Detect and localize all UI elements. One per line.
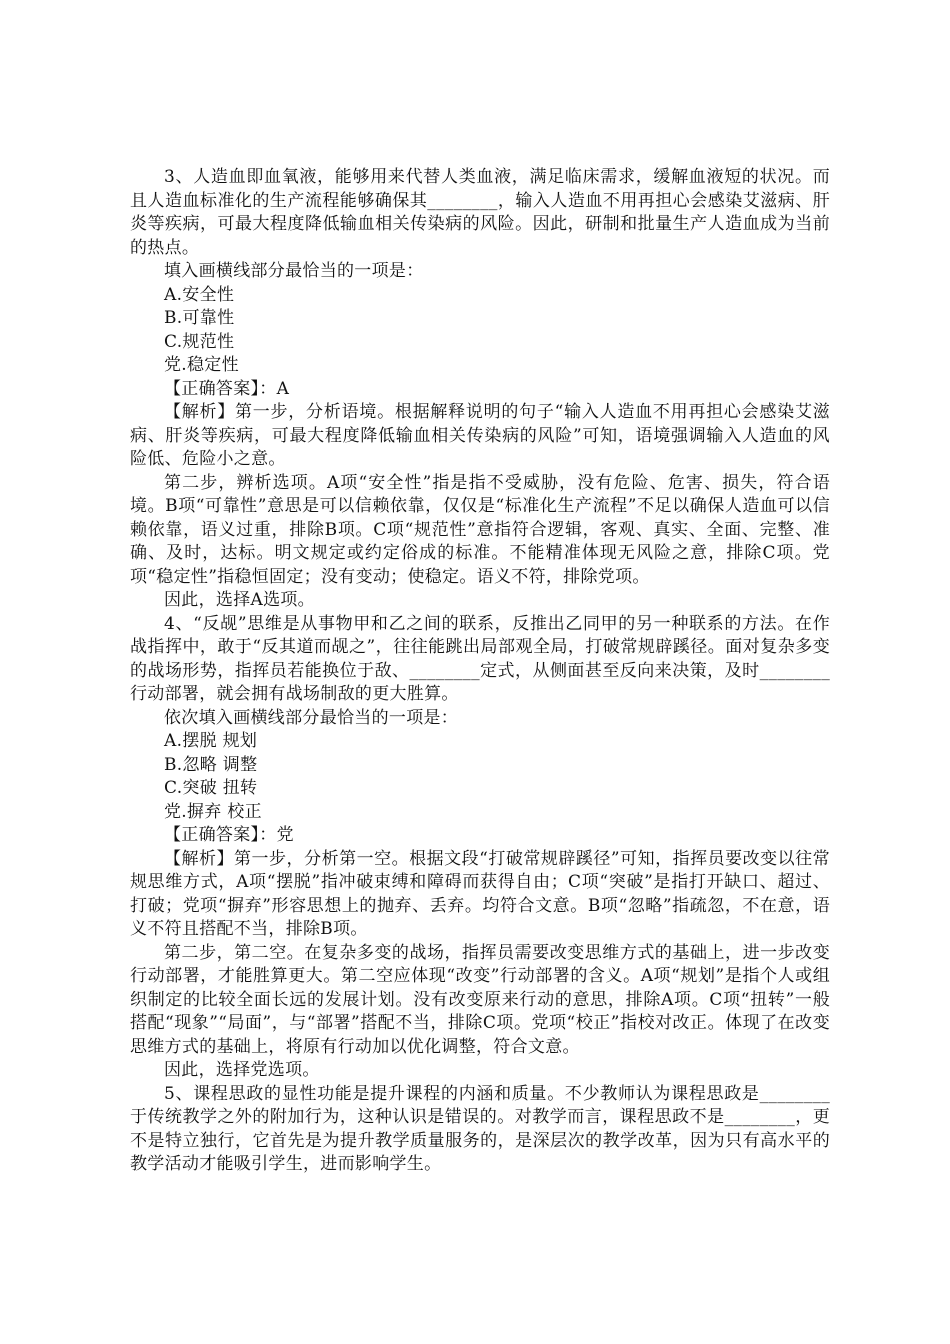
question-3-prompt: 填入画横线部分最恰当的一项是： — [164, 261, 424, 281]
question-3-analysis-3: 因此，选择A选项。 — [164, 590, 315, 610]
question-4-option-d: 党.摒弃 校正 — [164, 801, 262, 822]
question-3-option-b: B.可靠性 — [164, 308, 235, 328]
question-5-stem: 5、课程思政的显性功能是提升课程的内涵和质量。不少教师认为课程思政是________于传统教学之外的附加行为，这种认识是错误的。对教学而言，课程思政不是________，更不是特立独行，它首先是为提升教学质量服务的，是深层次的教学改革，因为只有高水平的教学活动才能吸引学生，进而影响学生。 — [130, 1083, 830, 1174]
question-4-analysis-1: 【解析】第一步，分析第一空。根据文段“打破常规辟蹊径”可知，指挥员要改变以往常规思维方式，A项“摆脱”指冲破束缚和障碍而获得自由；C项“突破”是指打开缺口、超过、打破；党项“摒弃”形容思想上的抛弃、丢弃。均符合文意。B项“忽略”指疏忽，不在意，语义不符且搭配不当，排除B项。 — [130, 848, 830, 939]
question-4-option-c: C.突破 扭转 — [164, 778, 258, 798]
question-3-analysis-1: 【解析】第一步，分析语境。根据解释说明的句子“输入人造血不用再担心会感染艾滋病、肝炎等疾病，可最大程度降低输血相关传染病的风险”可知，语境强调输入人造血的风险低、危险小之意。 — [130, 402, 830, 469]
question-3-answer: 【正确答案】：A — [164, 378, 290, 399]
question-4-analysis-3: 因此，选择党选项。 — [164, 1060, 320, 1080]
question-3-option-a: A.安全性 — [164, 284, 235, 305]
question-3-analysis-2: 第二步，辨析选项。A项“安全性”指是指不受威胁，没有危险、危害、损失，符合语境。B项“可靠性”意思是可以信赖依靠，仅仅是“标准化生产流程”不足以确保人造血可以信赖依靠，语义过重，排除B项。C项“规范性”意指符合逻辑，客观、真实、全面、完整、准确、及时，达标。明文规定或约定俗成的标准。不能精准体现无风险之意，排除C项。党项“稳定性”指稳恒固定；没有变动；使稳定。语义不符，排除党项。 — [130, 472, 830, 587]
question-4-prompt: 依次填入画横线部分最恰当的一项是： — [164, 707, 459, 728]
question-4-option-a: A.摆脱 规划 — [164, 731, 258, 751]
question-4-option-b: B.忽略 调整 — [164, 754, 258, 775]
question-4-analysis-2: 第二步，第二空。在复杂多变的战场，指挥员需要改变思维方式的基础上，进一步改变行动部署，才能胜算更大。第二空应体现“改变”行动部署的含义。A项“规划”是指个人或组织制定的比较全面长远的发展计划。没有改变原来行动的意思，排除A项。C项“扭转”一般搭配“现象”“局面”，与“部署”搭配不当，排除C项。党项“校正”指校对改正。体现了在改变思维方式的基础上，将原有行动加以优化调整，符合文意。 — [130, 942, 830, 1057]
question-3-stem: 3、人造血即血氧液，能够用来代替人类血液，满足临床需求，缓解血液短的状况。而且人造血标准化的生产流程能够确保其________，输入人造血不用再担心会感染艾滋病、肝炎等疾病，可最大程度降低输血相关传染病的风险。因此，研制和批量生产人造血成为当前的热点。 — [130, 167, 830, 258]
question-3-option-d: 党.稳定性 — [164, 355, 239, 375]
question-3-option-c: C.规范性 — [164, 331, 235, 352]
question-4-answer: 【正确答案】：党 — [164, 825, 294, 845]
question-4-stem: 4、“反觇”思维是从事物甲和乙之间的联系，反推出乙同甲的另一种联系的方法。在作战指挥中，敢于“反其道而觇之”，往往能跳出局部观全局，打破常规辟蹊径。面对复杂多变的战场形势，指挥员若能换位于敌、________定式，从侧面甚至反向来决策，及时________行动部署，就会拥有战场制敌的更大胜算。 — [130, 613, 830, 704]
document-body — [130, 166, 830, 1177]
